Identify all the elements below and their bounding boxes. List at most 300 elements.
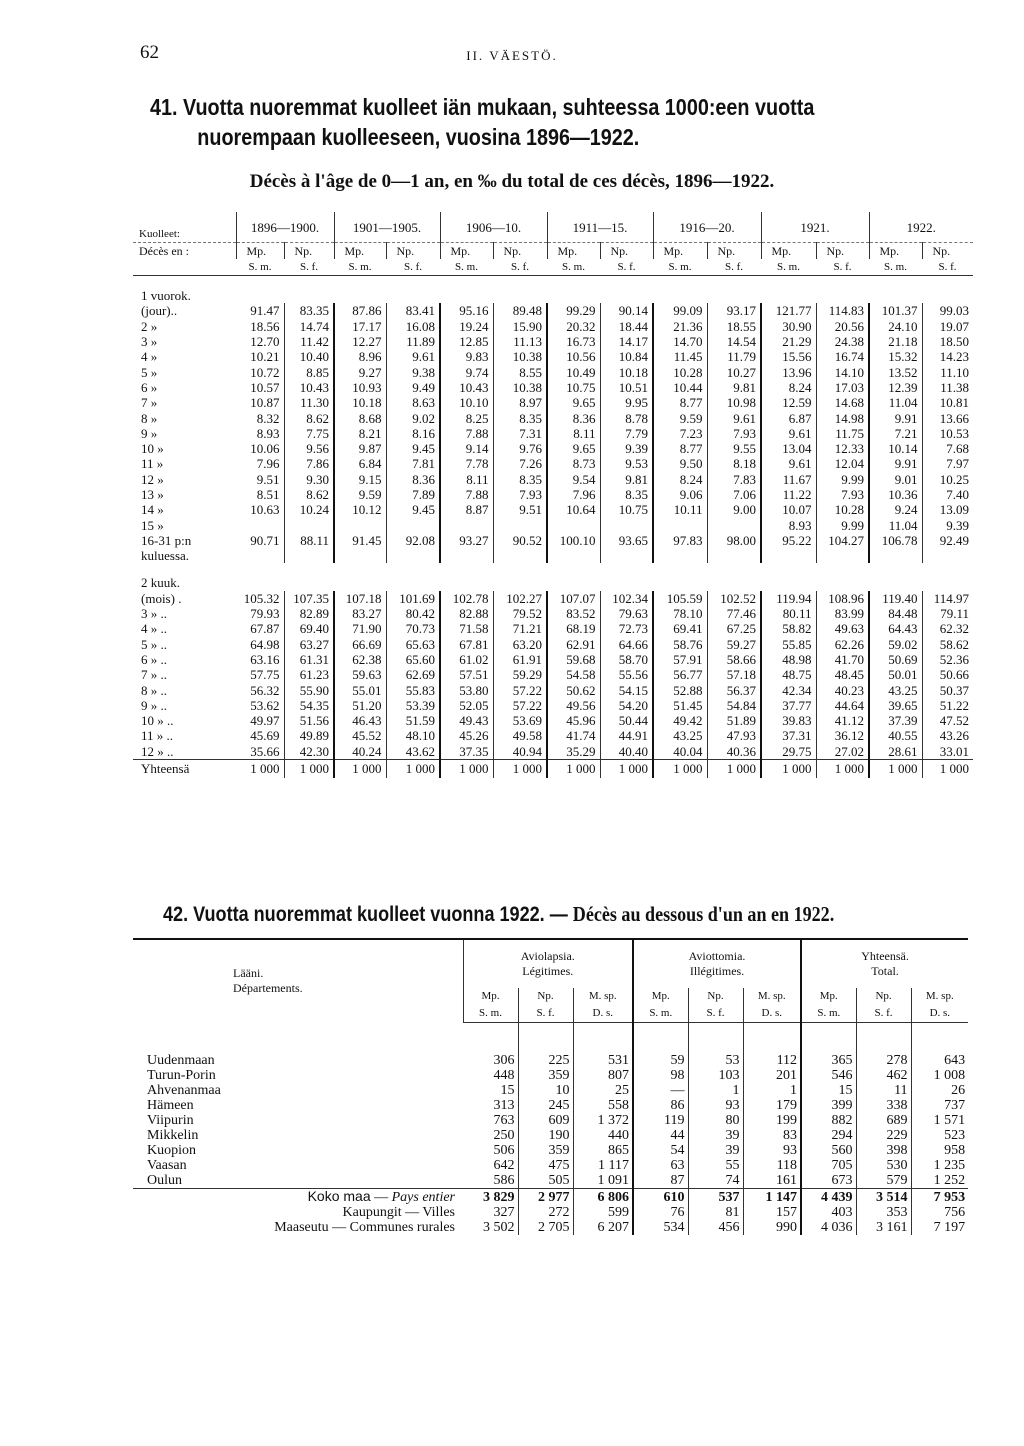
group-header-total [801,939,968,988]
value-cell: 9.95 [600,395,653,410]
value-cell: 229 [856,1128,911,1143]
value-cell: 53.39 [386,698,440,713]
group-fr: Total. [871,964,899,978]
table41-spacer [133,563,973,575]
table41-row [133,713,973,728]
value-cell [653,548,707,563]
value-cell: 58.70 [600,652,653,667]
row-label: 3 » [141,334,158,350]
summary-cell: 1 147 [743,1189,801,1206]
table41-row [133,349,973,364]
row-label: 7 » .. [141,667,167,683]
value-cell: 14.17 [600,334,653,349]
value-cell: 59.63 [334,667,386,682]
value-cell: 7.78 [440,456,493,471]
value-cell: 17.03 [816,380,869,395]
value-cell: 55.56 [600,667,653,682]
header-np: Np. [284,243,334,260]
summary-label [133,1220,463,1235]
summary-label [133,1205,463,1220]
value-cell: 49.97 [236,713,284,728]
value-cell: 13.04 [761,441,816,456]
value-cell: 51.56 [284,713,334,728]
spacer-cell [801,1023,856,1054]
value-cell: 475 [518,1158,573,1173]
value-cell: 9.39 [600,441,653,456]
summary-cell: 327 [463,1205,518,1220]
value-cell: 10 [518,1083,573,1098]
value-cell: 7.96 [236,456,284,471]
summary-cell: 456 [688,1220,743,1235]
spacer-cell [463,1023,518,1054]
summary-label-fr: Villes [422,1205,455,1220]
summary-cell: 3 161 [856,1220,911,1235]
value-cell: 15.56 [761,349,816,364]
value-cell: 71.58 [440,621,493,636]
value-cell: 83.27 [334,606,386,621]
value-cell: 69.41 [653,621,707,636]
value-cell: 91.47 [236,303,284,318]
value-cell: 9.27 [334,364,386,379]
group-header-illegitimes [633,939,801,988]
table42-title-sep: — [544,903,573,926]
value-cell: 98 [633,1068,688,1083]
value-cell: 10.36 [869,487,922,502]
value-cell [761,548,816,563]
summary-cell: 6 207 [573,1220,633,1235]
value-cell: 61.91 [493,652,547,667]
summary-label-fi: Maaseutu [274,1220,329,1235]
value-cell: 10.98 [707,395,761,410]
value-cell: 9.59 [334,487,386,502]
summary-cell: 537 [688,1189,743,1206]
sub-header: Mp. [463,988,518,1005]
value-cell: 99.09 [653,303,707,318]
value-cell: 26 [951,1083,966,1098]
table41-row [133,637,973,652]
period-header: 1896—1900. [236,212,334,243]
value-cell: 8.62 [284,487,334,502]
table41-row [133,395,973,410]
value-cell: 46.43 [334,713,386,728]
value-cell: 10.84 [600,349,653,364]
value-cell: 35.66 [236,744,284,760]
value-cell: 63.27 [284,637,334,652]
summary-cell: 3 514 [856,1189,911,1206]
table41-row [133,364,973,379]
summary-label-fi: Koko maa [307,1188,371,1204]
value-cell: 11.79 [707,349,761,364]
value-cell: 50.37 [939,682,969,698]
value-cell: 560 [801,1143,856,1158]
value-cell: 10.14 [869,441,922,456]
sub-header: M. sp. [925,990,954,1002]
value-cell: 107.07 [547,591,600,606]
table41-row [133,380,973,395]
value-cell: 7.93 [816,487,869,502]
value-cell: 119 [633,1113,688,1128]
value-cell: 8.16 [386,426,440,441]
value-cell: 7.93 [707,426,761,441]
row-label: (jour).. [141,303,178,319]
value-cell [493,517,547,532]
row-label: 12 » .. [141,743,174,759]
value-cell: 1 252 [933,1173,966,1188]
value-cell: 93 [688,1098,743,1113]
value-cell: 40.55 [869,728,922,743]
value-cell: 250 [463,1128,518,1143]
value-cell: 102.34 [600,591,653,606]
header-mp: Mp. [869,243,922,260]
value-cell: 93 [743,1143,801,1158]
value-cell: 8.93 [236,426,284,441]
header-mp: Mp. [547,243,600,260]
value-cell [284,517,334,532]
value-cell: 39.65 [869,698,922,713]
row-label: 9 » [141,425,158,441]
table42-summary-row [133,1189,968,1206]
value-cell: 35.29 [547,744,600,760]
value-cell: 84.48 [869,606,922,621]
value-cell: 51.20 [334,698,386,713]
value-cell: 108.96 [816,591,869,606]
value-cell: 16.73 [547,334,600,349]
section2-label: 2 kuuk. [141,575,180,591]
value-cell: 586 [463,1173,518,1189]
value-cell: 48.45 [816,667,869,682]
value-cell: 17.17 [334,319,386,334]
summary-cell: 610 [633,1189,688,1206]
header-np: Np. [816,243,869,260]
table42-row [133,1083,968,1098]
value-cell: 49.58 [493,728,547,743]
value-cell: 7.81 [386,456,440,471]
value-cell: 10.43 [284,380,334,395]
table42-row [133,1053,968,1068]
table41-row [133,426,973,441]
value-cell: 67.25 [707,621,761,636]
header-sm: S. m. [440,259,493,276]
value-cell: 9.87 [334,441,386,456]
value-cell: 10.38 [493,380,547,395]
table41 [133,212,973,778]
value-cell: 9.65 [547,441,600,456]
value-cell: 95.16 [440,303,493,318]
value-cell: 10.57 [236,380,284,395]
value-cell: 9.54 [547,472,600,487]
header-mp: Mp. [334,243,386,260]
table41-row [133,728,973,743]
value-cell: 10.28 [653,364,707,379]
summary-label-fr: Pays entier [391,1190,455,1205]
table41-number: 41. [150,94,178,120]
sub-header: Np. [856,988,911,1005]
value-cell [440,517,493,532]
spacer-cell [518,1023,573,1054]
value-cell: 7.06 [707,487,761,502]
row-label: 8 » [141,410,158,426]
value-cell: 9.38 [386,364,440,379]
value-cell: 41.70 [816,652,869,667]
value-cell: 9.55 [707,441,761,456]
value-cell: 39 [688,1143,743,1158]
value-cell: 7.23 [653,426,707,441]
value-cell: 10.75 [547,380,600,395]
value-cell: 1 372 [573,1113,633,1128]
value-cell: 7.40 [946,487,969,502]
value-cell: 100.10 [547,533,600,548]
value-cell: 9.39 [946,517,969,533]
value-cell: 37.77 [761,698,816,713]
value-cell: 161 [743,1173,801,1189]
value-cell: 8.97 [493,395,547,410]
table42-spacer [133,1023,968,1054]
header-np: Np. [493,243,547,260]
value-cell: 54.20 [600,698,653,713]
value-cell: 9.02 [386,410,440,425]
spacer-cell [633,1023,688,1054]
value-cell: 10.18 [334,395,386,410]
header-sf: S. f. [707,259,761,276]
value-cell: 8.63 [386,395,440,410]
header-sf: S. f. [816,259,869,276]
value-cell: 11.22 [761,487,816,502]
value-cell: 87.86 [334,303,386,318]
sub-header-fr: D. s. [743,1005,801,1023]
value-cell: 33.01 [939,743,969,759]
value-cell: 79.52 [493,606,547,621]
value-cell: 83.35 [284,303,334,318]
value-cell: 9.50 [653,456,707,471]
value-cell: 245 [518,1098,573,1113]
value-cell [334,548,386,563]
value-cell: 114.97 [933,590,969,606]
period-header: 1916—20. [653,212,761,243]
summary-cell: 7 953 [911,1189,968,1206]
value-cell: 59.02 [869,637,922,652]
value-cell: 7.97 [946,456,969,472]
value-cell: 448 [463,1068,518,1083]
value-cell: 82.88 [440,606,493,621]
value-cell [547,517,600,532]
value-cell: 52.05 [440,698,493,713]
value-cell: 10.06 [236,441,284,456]
value-cell: 21.36 [653,319,707,334]
value-cell: 10.21 [236,349,284,364]
value-cell: 52.88 [653,682,707,697]
department-name: Uudenmaan [147,1053,215,1068]
value-cell: 41.12 [816,713,869,728]
value-cell: 78.10 [653,606,707,621]
value-cell: 21.18 [869,334,922,349]
summary-cell: 756 [944,1205,966,1220]
value-cell: 36.12 [816,728,869,743]
value-cell: 41.74 [547,728,600,743]
value-cell: 1 117 [573,1158,633,1173]
value-cell: 8.24 [761,380,816,395]
total-cell: 1 000 [493,759,547,778]
value-cell: 9.49 [386,380,440,395]
value-cell: 21.29 [761,334,816,349]
value-cell: 51.45 [653,698,707,713]
group-fr: Légitimes. [522,964,574,978]
value-cell: 558 [573,1098,633,1113]
value-cell: 10.28 [816,502,869,517]
row-label: 4 » .. [141,621,167,637]
value-cell: 10.63 [236,502,284,517]
value-cell: 10.56 [547,349,600,364]
value-cell: 9.30 [284,472,334,487]
value-cell: 505 [518,1173,573,1189]
value-cell: 44.64 [816,698,869,713]
table41-header-sex-fr [133,259,973,276]
section1-label: 1 vuorok. [141,288,191,304]
value-cell: 53.69 [493,713,547,728]
value-cell: 643 [944,1053,966,1068]
value-cell: 82.89 [284,606,334,621]
value-cell: 9.61 [386,349,440,364]
total-cell: 1 000 [547,759,600,778]
value-cell: 25 [573,1083,633,1098]
table41-subtitle-fr: Décès à l'âge de 0—1 an, en ‰ du total de ces décès, 1896—1922. [249,171,775,192]
value-cell: 8.11 [440,472,493,487]
value-cell: 54 [633,1143,688,1158]
value-cell: 8.73 [547,456,600,471]
value-cell: 45.26 [440,728,493,743]
value-cell: 55.90 [284,682,334,697]
value-cell: 24.10 [869,319,922,334]
value-cell: 10.81 [939,395,969,411]
value-cell: 865 [573,1143,633,1158]
value-cell: 9.81 [600,472,653,487]
header-np: Np. [600,243,653,260]
value-cell: 882 [801,1113,856,1128]
value-cell: 49.42 [653,713,707,728]
value-cell: 92.49 [939,532,969,548]
table41-row [133,533,973,548]
value-cell: 11 [856,1083,911,1098]
header-sf: S. f. [493,259,547,276]
value-cell: 67.81 [440,637,493,652]
value-cell: 16.74 [816,349,869,364]
value-cell: 9.53 [600,456,653,471]
value-cell: 14.10 [816,364,869,379]
value-cell: 8.21 [334,426,386,441]
value-cell: 62.38 [334,652,386,667]
value-cell [707,548,761,563]
summary-cell: 2 705 [518,1220,573,1235]
value-cell: 53.62 [236,698,284,713]
table41-row [133,303,973,318]
row-label: 5 » [141,364,158,380]
value-cell: 12.85 [440,334,493,349]
value-cell: 12.59 [761,395,816,410]
department-name: Vaasan [147,1158,187,1173]
period-header: 1911—15. [547,212,653,243]
value-cell: 763 [463,1113,518,1128]
header-mp: Mp. [440,243,493,260]
value-cell: 42.34 [761,682,816,697]
value-cell: 8.77 [653,441,707,456]
value-cell: 43.26 [939,728,969,744]
total-cell: 1 000 [816,759,869,778]
value-cell: 105.59 [653,591,707,606]
value-cell: 12.39 [869,380,922,395]
value-cell: 37.31 [761,728,816,743]
value-cell: 9.99 [816,472,869,487]
value-cell: 278 [856,1053,911,1068]
value-cell: 14.98 [816,410,869,425]
value-cell: 80.42 [386,606,440,621]
value-cell: 62.32 [939,621,969,637]
value-cell: 106.78 [869,533,922,548]
value-cell: 14.70 [653,334,707,349]
value-cell: 40.36 [707,744,761,760]
value-cell: 10.43 [440,380,493,395]
value-cell: 90.14 [600,303,653,318]
value-cell: 7.68 [946,441,969,457]
header-sm: S. m. [334,259,386,276]
row-label: 4 » [141,349,158,365]
value-cell: 12.27 [334,334,386,349]
sub-header: Np. [688,988,743,1005]
value-cell: 58.62 [939,636,969,652]
row-label: 10 » .. [141,713,174,729]
summary-cell: 4 036 [801,1220,856,1235]
department-name: Viipurin [147,1113,194,1128]
spacer-cell [688,1023,743,1054]
value-cell: 10.27 [707,364,761,379]
value-cell: 10.53 [939,425,969,441]
value-cell [653,517,707,532]
sub-header-fr: D. s. [573,1005,633,1023]
value-cell: 90.71 [236,533,284,548]
value-cell [284,548,334,563]
summary-cell: 3 502 [463,1220,518,1235]
value-cell: 15.90 [493,319,547,334]
table41-row [133,667,973,682]
total-cell: 1 000 [386,759,440,778]
value-cell: 8.18 [707,456,761,471]
value-cell: 1 091 [573,1173,633,1189]
value-cell: 10.24 [284,502,334,517]
row-label: 11 » .. [141,728,174,744]
value-cell: 53.80 [440,682,493,697]
row-label: 10 » [141,441,164,457]
value-cell: 114.83 [816,303,869,318]
row-label: kuluessa. [141,548,190,564]
value-cell: 48.98 [761,652,816,667]
value-cell: 50.01 [869,667,922,682]
value-cell: 9.06 [653,487,707,502]
value-cell: 29.75 [761,744,816,760]
value-cell: 90.52 [493,533,547,548]
value-cell: 398 [856,1143,911,1158]
value-cell [600,517,653,532]
value-cell: 59.27 [707,637,761,652]
value-cell [816,548,869,563]
value-cell: 609 [518,1113,573,1128]
row-label: 12 » [141,471,164,487]
value-cell: 11.30 [284,395,334,410]
value-cell: 8.32 [236,410,284,425]
value-cell: 43.25 [869,682,922,697]
summary-cell: 81 [688,1205,743,1220]
table41-row [133,591,973,606]
value-cell: 51.59 [386,713,440,728]
value-cell: 55.83 [386,682,440,697]
spacer-cell [911,1023,968,1054]
